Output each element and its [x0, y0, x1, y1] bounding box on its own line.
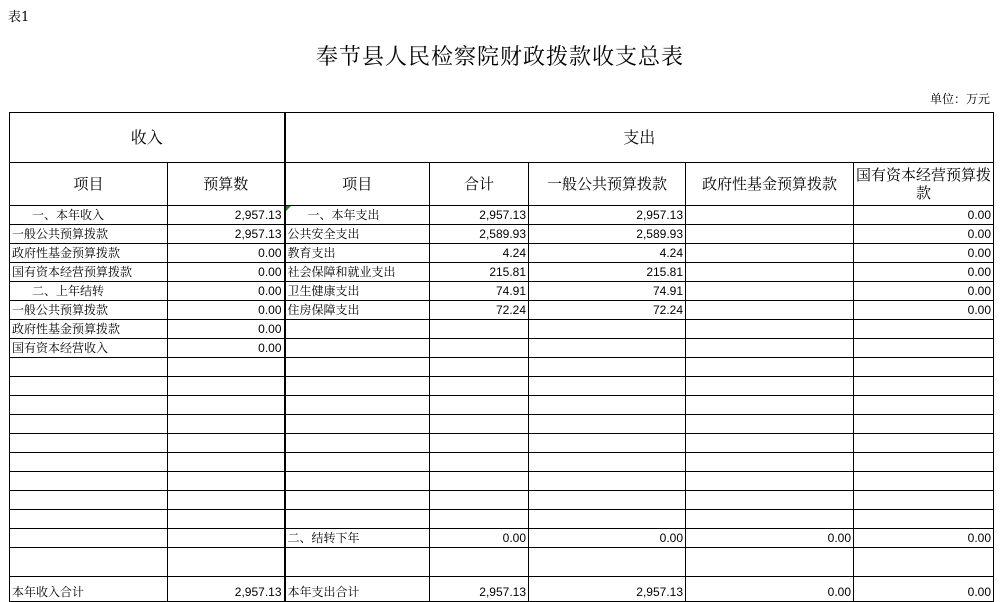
header-income-item: 项目 [10, 163, 168, 206]
expense-general-cell [529, 320, 686, 339]
income-item-cell [10, 377, 168, 396]
income-budget-cell [168, 453, 285, 472]
income-item-cell [10, 529, 168, 548]
expense-state-cell [854, 510, 994, 529]
expense-item-cell [285, 548, 430, 577]
expense-general-cell: 215.81 [529, 263, 686, 282]
expense-general-cell [529, 396, 686, 415]
income-item-cell [10, 548, 168, 577]
expense-state-cell [854, 434, 994, 453]
income-item-cell: 一般公共预算拨款 [10, 301, 168, 320]
expense-item-cell: 二、结转下年 [285, 529, 430, 548]
expense-total-cell [430, 453, 529, 472]
expense-general-cell: 2,589.93 [529, 225, 686, 244]
income-item-cell: 一般公共预算拨款 [10, 225, 168, 244]
expense-fund-cell [686, 244, 854, 263]
expense-item-cell: 卫生健康支出 [285, 282, 430, 301]
income-budget-cell: 0.00 [168, 339, 285, 358]
expense-item-cell [285, 510, 430, 529]
budget-table [9, 112, 994, 602]
table-row [10, 434, 994, 453]
income-budget-cell [168, 491, 285, 510]
expense-general-cell [529, 434, 686, 453]
expense-state-cell [854, 453, 994, 472]
income-budget-cell: 0.00 [168, 244, 285, 263]
expense-fund-cell [686, 263, 854, 282]
expense-fund-cell: 0.00 [686, 577, 854, 602]
expense-total-cell: 74.91 [430, 282, 529, 301]
income-item-cell: 国有资本经营预算拨款 [10, 263, 168, 282]
expense-general-cell: 2,957.13 [529, 206, 686, 225]
table-row [10, 301, 994, 320]
income-budget-cell [168, 529, 285, 548]
table-row [10, 491, 994, 510]
income-item-cell [10, 491, 168, 510]
expense-general-cell: 0.00 [529, 529, 686, 548]
income-budget-cell: 2,957.13 [168, 206, 285, 225]
table-row [10, 472, 994, 491]
expense-total-cell [430, 320, 529, 339]
expense-state-cell: 0.00 [854, 206, 994, 225]
table-row [10, 529, 994, 548]
expense-general-cell [529, 339, 686, 358]
expense-general-cell [529, 415, 686, 434]
expense-fund-cell: 0.00 [686, 529, 854, 548]
expense-general-cell [529, 472, 686, 491]
table-row [10, 510, 994, 529]
expense-item-cell: 一、本年支出 [285, 206, 430, 225]
expense-general-cell [529, 377, 686, 396]
header-state-capital: 国有资本经营预算拨款 [854, 163, 994, 206]
expense-total-cell [430, 472, 529, 491]
income-budget-cell: 2,957.13 [168, 225, 285, 244]
income-item-cell [10, 472, 168, 491]
income-item-cell: 一、本年收入 [10, 206, 168, 225]
table-row [10, 263, 994, 282]
income-item-cell [10, 358, 168, 377]
header-general-budget: 一般公共预算拨款 [529, 163, 686, 206]
income-budget-cell: 2,957.13 [168, 577, 285, 602]
expense-total-cell [430, 434, 529, 453]
expense-general-cell [529, 358, 686, 377]
table-row [10, 282, 994, 301]
expense-state-cell: 0.00 [854, 263, 994, 282]
income-budget-cell [168, 415, 285, 434]
expense-total-cell [430, 510, 529, 529]
expense-state-cell: 0.00 [854, 244, 994, 263]
income-budget-cell: 0.00 [168, 282, 285, 301]
section-expenditure: 支出 [285, 113, 994, 163]
expense-state-cell [854, 396, 994, 415]
expense-total-cell: 2,957.13 [430, 577, 529, 602]
expense-state-cell: 0.00 [854, 577, 994, 602]
expense-item-cell: 住房保障支出 [285, 301, 430, 320]
income-budget-cell [168, 396, 285, 415]
expense-general-cell: 4.24 [529, 244, 686, 263]
expense-fund-cell [686, 491, 854, 510]
expense-item-cell [285, 453, 430, 472]
expense-general-cell [529, 510, 686, 529]
income-item-cell [10, 453, 168, 472]
income-budget-cell: 0.00 [168, 263, 285, 282]
table-row [10, 415, 994, 434]
table-row [10, 244, 994, 263]
expense-state-cell: 0.00 [854, 301, 994, 320]
expense-fund-cell [686, 225, 854, 244]
table-row [10, 453, 994, 472]
section-income: 收入 [10, 113, 285, 163]
expense-total-cell [430, 548, 529, 577]
expense-state-cell [854, 358, 994, 377]
table-row [10, 225, 994, 244]
expense-item-cell [285, 491, 430, 510]
expense-item-cell [285, 434, 430, 453]
table-row [10, 339, 994, 358]
expense-item-cell [285, 472, 430, 491]
table-number: 表1 [8, 10, 30, 25]
expense-total-cell: 4.24 [430, 244, 529, 263]
expense-fund-cell [686, 358, 854, 377]
expense-total-cell [430, 396, 529, 415]
expense-total-cell [430, 415, 529, 434]
expense-item-cell [285, 358, 430, 377]
income-item-cell: 本年收入合计 [10, 577, 168, 602]
expense-state-cell [854, 415, 994, 434]
income-budget-cell: 0.00 [168, 320, 285, 339]
table-row [10, 206, 994, 225]
income-budget-cell [168, 434, 285, 453]
expense-item-cell [285, 396, 430, 415]
header-income-budget: 预算数 [168, 163, 285, 206]
expense-state-cell [854, 377, 994, 396]
expense-total-cell: 72.24 [430, 301, 529, 320]
table-row [10, 377, 994, 396]
expense-fund-cell [686, 320, 854, 339]
expense-fund-cell [686, 548, 854, 577]
table-row [10, 320, 994, 339]
income-item-cell: 二、上年结转 [10, 282, 168, 301]
expense-total-cell [430, 377, 529, 396]
expense-item-cell [285, 320, 430, 339]
expense-general-cell: 2,957.13 [529, 577, 686, 602]
unit-label: 单位：万元 [929, 92, 990, 106]
expense-fund-cell [686, 301, 854, 320]
expense-total-cell [430, 339, 529, 358]
expense-fund-cell [686, 377, 854, 396]
expense-fund-cell [686, 415, 854, 434]
income-item-cell: 政府性基金预算拨款 [10, 244, 168, 263]
expense-state-cell [854, 491, 994, 510]
expense-state-cell: 0.00 [854, 282, 994, 301]
income-budget-cell [168, 510, 285, 529]
expense-item-cell [285, 339, 430, 358]
expense-item-cell: 社会保障和就业支出 [285, 263, 430, 282]
expense-total-cell: 0.00 [430, 529, 529, 548]
expense-fund-cell [686, 453, 854, 472]
expense-general-cell [529, 453, 686, 472]
table-row [10, 548, 994, 577]
expense-fund-cell [686, 434, 854, 453]
expense-general-cell [529, 491, 686, 510]
expense-total-cell: 215.81 [430, 263, 529, 282]
expense-state-cell [854, 548, 994, 577]
expense-total-cell [430, 491, 529, 510]
expense-fund-cell [686, 396, 854, 415]
income-budget-cell: 0.00 [168, 301, 285, 320]
expense-state-cell [854, 339, 994, 358]
table-row [10, 358, 994, 377]
page-title: 奉节县人民检察院财政拨款收支总表 [315, 45, 684, 70]
expense-fund-cell [686, 339, 854, 358]
income-budget-cell [168, 377, 285, 396]
table-row [10, 396, 994, 415]
expense-total-cell: 2,589.93 [430, 225, 529, 244]
expense-general-cell [529, 548, 686, 577]
expense-fund-cell [686, 282, 854, 301]
expense-item-cell [285, 415, 430, 434]
expense-item-cell [285, 377, 430, 396]
income-item-cell: 政府性基金预算拨款 [10, 320, 168, 339]
expense-state-cell [854, 472, 994, 491]
income-item-cell: 国有资本经营收入 [10, 339, 168, 358]
income-item-cell [10, 434, 168, 453]
expense-item-cell: 公共安全支出 [285, 225, 430, 244]
expense-state-cell [854, 320, 994, 339]
header-expense-total: 合计 [430, 163, 529, 206]
expense-general-cell: 74.91 [529, 282, 686, 301]
income-budget-cell [168, 548, 285, 577]
expense-state-cell: 0.00 [854, 225, 994, 244]
header-fund-budget: 政府性基金预算拨款 [686, 163, 854, 206]
expense-state-cell: 0.00 [854, 529, 994, 548]
income-item-cell [10, 396, 168, 415]
income-item-cell [10, 415, 168, 434]
income-item-cell [10, 510, 168, 529]
expense-item-cell: 本年支出合计 [285, 577, 430, 602]
expense-total-cell [430, 358, 529, 377]
expense-total-cell: 2,957.13 [430, 206, 529, 225]
expense-general-cell: 72.24 [529, 301, 686, 320]
expense-fund-cell [686, 510, 854, 529]
income-budget-cell [168, 472, 285, 491]
expense-fund-cell [686, 206, 854, 225]
income-budget-cell [168, 358, 285, 377]
expense-fund-cell [686, 472, 854, 491]
header-expense-item: 项目 [285, 163, 430, 206]
expense-item-cell: 教育支出 [285, 244, 430, 263]
